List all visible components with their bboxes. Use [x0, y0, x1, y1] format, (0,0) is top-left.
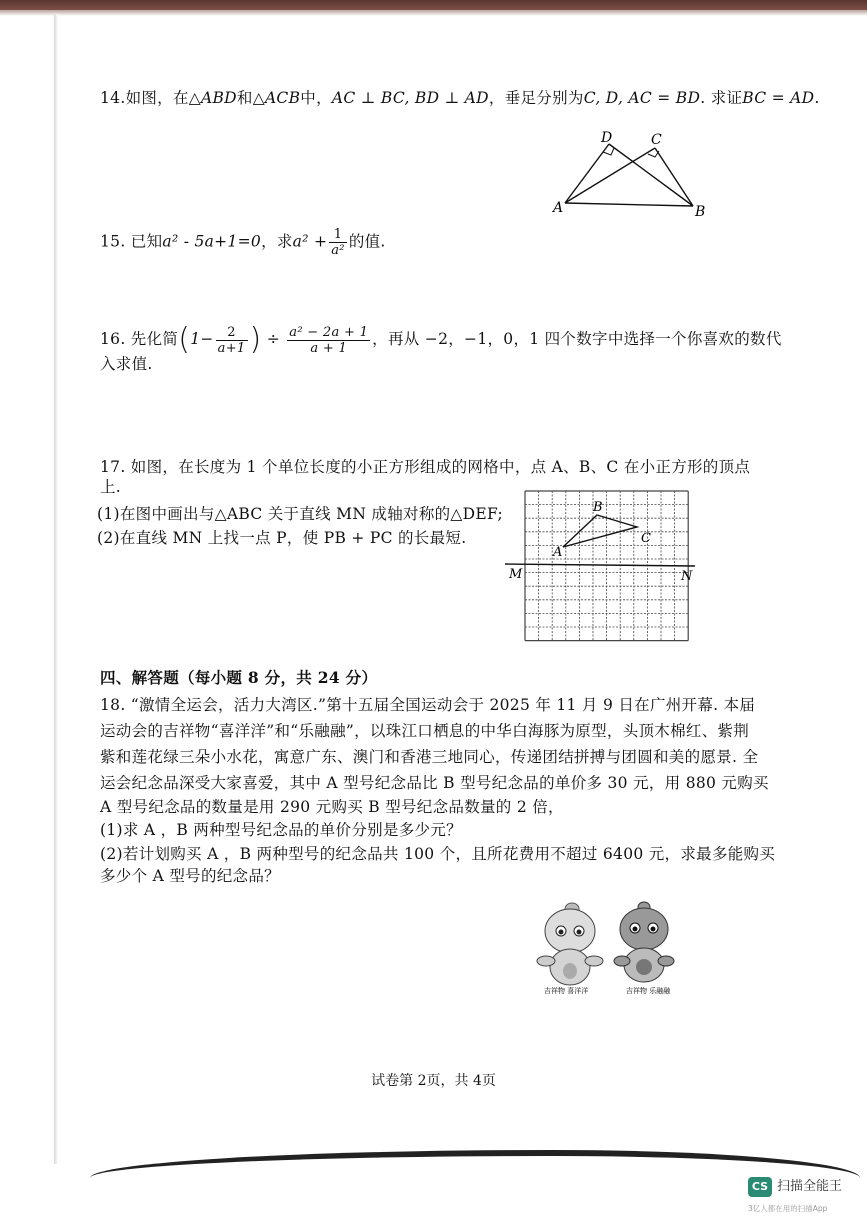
- q14-period: .: [814, 89, 820, 107]
- q14-label-a: A: [553, 200, 564, 216]
- q16-statement: [100, 320, 782, 359]
- q17-triangle-abc: [563, 515, 637, 547]
- q17-label-n: N: [681, 569, 693, 584]
- q14-text-e: . 求证: [700, 89, 743, 107]
- q17-grid-figure: [505, 485, 705, 645]
- q14-goal: BC = AD: [742, 89, 815, 107]
- q18-line-4: 运会纪念品深受大家喜爱，其中 A 型号纪念品比 B 型号纪念品的单价多 30 元，用 880 元购买: [100, 774, 769, 792]
- q16-f2-den: a + 1: [310, 340, 348, 356]
- q14-tri1: △ABD: [188, 89, 237, 107]
- q18-line-2: 运动会的吉祥物“喜洋洋”和“乐融融”，以珠江口栖息的中华白海豚为原型，头顶木棉红、紫荆: [100, 722, 750, 740]
- q15-equation: a² - 5a+1=0: [162, 232, 262, 251]
- q17-part-2: (2)在直线 MN 上找一点 P，使 PB + PC 的长最短.: [97, 529, 467, 547]
- q17-text-a: 如图，在长度为 1 个单位长度的小正方形组成的网格中，点 A、B、C 在小正方形的顶点: [130, 458, 751, 476]
- q15-frac-num: 1: [329, 227, 347, 243]
- q18-part-2-line-2: 多少个 A 型号的纪念品？: [100, 867, 280, 885]
- q18-mascot-picture: [530, 895, 710, 1000]
- q14-label-c: C: [651, 132, 662, 148]
- mascot-xiyangyang-image: [537, 903, 603, 985]
- q16-f1-num: 2: [216, 325, 248, 341]
- scan-left-edge: [54, 14, 58, 1164]
- q16-f2-num: a² − 2a + 1: [289, 324, 369, 340]
- q14-label-b: B: [695, 204, 706, 220]
- q14-figure: [545, 128, 715, 220]
- q18-line-5: A 型号纪念品的数量是用 290 元购买 B 型号纪念品数量的 2 倍，: [100, 798, 564, 816]
- section-4-heading: 四、解答题（每小题 8 分，共 24 分）: [100, 668, 378, 687]
- q14-text-b: 和: [236, 89, 253, 107]
- scanner-watermark: [748, 1177, 860, 1221]
- q17-number: 17.: [100, 458, 126, 476]
- q15-text-a: 已知: [130, 232, 163, 251]
- q17-label-c: C: [641, 531, 651, 546]
- q18-line-1: 18. “激情全运会，活力大湾区.”第十五届全国运动会于 2025 年 11 月 9 日在广州开幕. 本届: [100, 696, 756, 714]
- scanner-app-name: 扫描全能王: [777, 1179, 843, 1194]
- q16-text-a: 先化简: [130, 330, 179, 348]
- q16-divide-sign: ÷: [266, 330, 281, 348]
- q15-number: 15.: [100, 232, 126, 251]
- q17-label-b: B: [593, 500, 603, 515]
- q14-statement: [100, 88, 820, 108]
- q16-fraction-2: [287, 325, 370, 356]
- q14-feet: C, D, AC = BD: [583, 89, 701, 107]
- q17-line-mn: [505, 564, 695, 566]
- q14-text-c: 中，: [300, 89, 332, 107]
- q15-text-b: ，求: [261, 232, 293, 251]
- q18-part-2-line-1: (2)若计划购买 A ，B 两种型号的纪念品共 100 个，且所花费用不超过 6400 元，求最多能购买: [100, 845, 776, 863]
- q16-fraction-1: [216, 325, 248, 356]
- q15-frac-den: a²: [331, 243, 345, 258]
- page-footer: 试卷第 2页，共 4页: [371, 1073, 496, 1089]
- q15-expression: a² +: [292, 232, 328, 251]
- q14-label-d: D: [601, 130, 613, 146]
- q14-cond1: AC ⊥ BC, BD ⊥ AD: [331, 89, 489, 107]
- q14-text-a: 如图，在: [125, 89, 189, 107]
- q17-line-1: [100, 457, 750, 477]
- q16-line-2: 入求值.: [100, 355, 153, 373]
- scanner-tagline: 3亿人都在用的扫描App: [748, 1204, 828, 1213]
- q16-number: 16.: [100, 330, 126, 348]
- camscanner-logo-icon: CS: [748, 1177, 772, 1197]
- q18-line-3: 紫和莲花绿三朵小水花，寓意广东、澳门和香港三地同心，传递团结拼搏与团圆和美的愿景. 全: [100, 748, 759, 766]
- q14-tri2: △ACB: [252, 89, 301, 107]
- q17-line-2: 上.: [100, 478, 122, 496]
- q14-text-d: ，垂足分别为: [488, 89, 584, 107]
- q18-part-1: (1)求 A ，B 两种型号纪念品的单价分别是多少元？: [100, 821, 462, 839]
- q16-right-paren: ): [249, 322, 262, 357]
- mascot-caption-2: 吉祥物 乐融融: [626, 987, 671, 995]
- scan-top-edge: [0, 0, 867, 14]
- q15-fraction: [329, 227, 347, 258]
- q17-label-a: A: [553, 545, 563, 560]
- q15-statement: [100, 227, 386, 258]
- mascot-lerongrong-image: [614, 902, 674, 982]
- q15-text-c: 的值.: [348, 232, 386, 251]
- q17-part-1: (1)在图中画出与△ABC 关于直线 MN 成轴对称的△DEF;: [97, 505, 504, 523]
- mascot-caption-1: 吉祥物 喜洋洋: [544, 987, 589, 995]
- q16-text-b: ，再从 −2，−1，0，1 四个数字中选择一个你喜欢的数代: [372, 330, 782, 348]
- q14-number: 14.: [100, 89, 126, 107]
- q16-f1-den: a+1: [217, 340, 246, 356]
- scan-bottom-edge: [90, 1150, 860, 1178]
- q16-one-minus: 1−: [190, 330, 214, 348]
- q17-label-m: M: [509, 567, 523, 582]
- q16-left-paren: (: [178, 322, 191, 357]
